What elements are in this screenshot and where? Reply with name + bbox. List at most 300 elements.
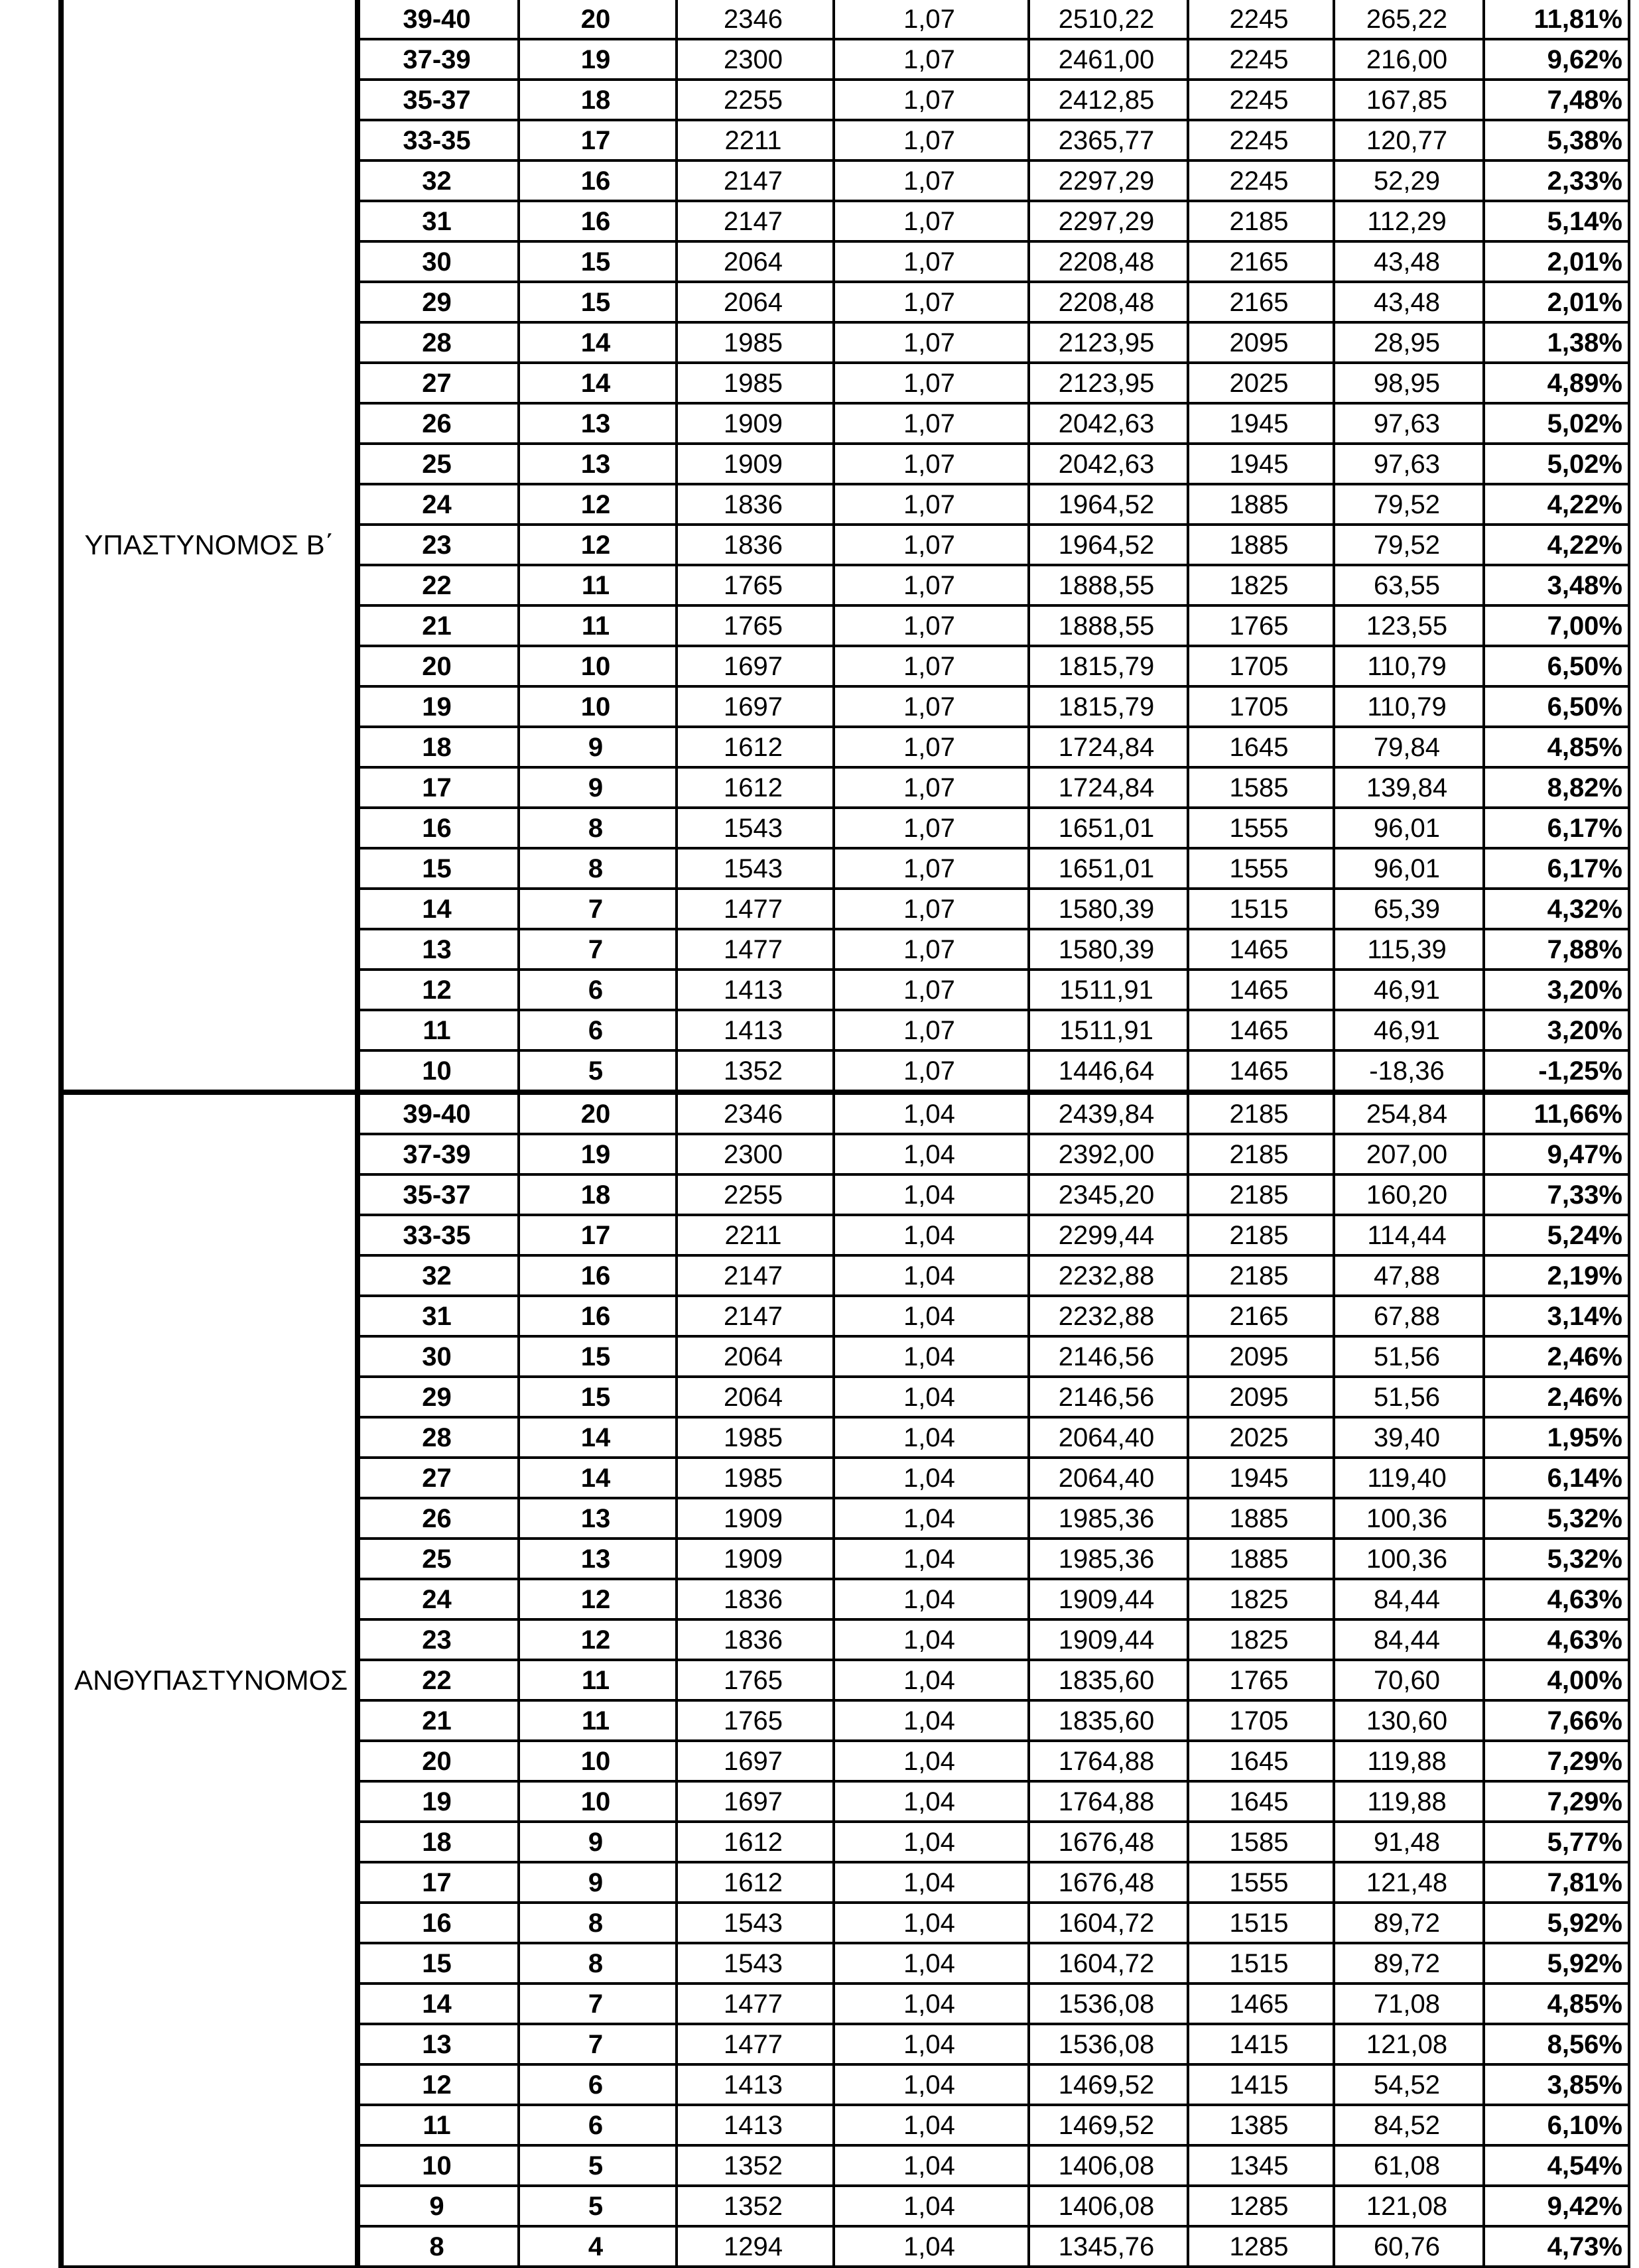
- cell-service-years: 33-35: [358, 120, 519, 160]
- cell-step: 8: [519, 1943, 677, 1984]
- cell-coefficient: 1,04: [834, 1943, 1029, 1984]
- cell-current-salary: 2165: [1188, 1296, 1334, 1336]
- cell-adjusted-salary: 1604,72: [1029, 1943, 1188, 1984]
- cell-adjusted-salary: 2232,88: [1029, 1255, 1188, 1296]
- cell-service-years: 17: [358, 1862, 519, 1903]
- cell-coefficient: 1,07: [834, 241, 1029, 282]
- cell-difference: 100,36: [1334, 1498, 1484, 1539]
- cell-adjusted-salary: 2123,95: [1029, 363, 1188, 403]
- cell-adjusted-salary: 2146,56: [1029, 1377, 1188, 1417]
- cell-service-years: 35-37: [358, 1174, 519, 1215]
- cell-difference: 65,39: [1334, 889, 1484, 929]
- cell-adjusted-salary: 2461,00: [1029, 39, 1188, 80]
- cell-service-years: 32: [358, 160, 519, 201]
- cell-current-salary: 2185: [1188, 201, 1334, 241]
- cell-current-salary: 1945: [1188, 403, 1334, 444]
- cell-coefficient: 1,07: [834, 929, 1029, 970]
- cell-difference: 46,91: [1334, 970, 1484, 1010]
- cell-percent-change: 5,24%: [1484, 1215, 1629, 1255]
- cell-step: 15: [519, 1377, 677, 1417]
- cell-difference: 120,77: [1334, 120, 1484, 160]
- cell-difference: 207,00: [1334, 1134, 1484, 1174]
- cell-difference: 110,79: [1334, 646, 1484, 686]
- cell-step: 11: [519, 605, 677, 646]
- cell-base-salary: 1477: [677, 929, 834, 970]
- cell-percent-change: 2,01%: [1484, 241, 1629, 282]
- cell-step: 11: [519, 1660, 677, 1700]
- cell-percent-change: 3,20%: [1484, 970, 1629, 1010]
- cell-percent-change: 7,33%: [1484, 1174, 1629, 1215]
- cell-coefficient: 1,07: [834, 767, 1029, 808]
- cell-difference: 39,40: [1334, 1417, 1484, 1458]
- cell-difference: 67,88: [1334, 1296, 1484, 1336]
- cell-adjusted-salary: 2297,29: [1029, 160, 1188, 201]
- cell-adjusted-salary: 1909,44: [1029, 1579, 1188, 1619]
- cell-service-years: 39-40: [358, 0, 519, 39]
- cell-step: 13: [519, 1539, 677, 1579]
- cell-difference: 79,52: [1334, 525, 1484, 565]
- cell-step: 13: [519, 403, 677, 444]
- cell-current-salary: 1705: [1188, 646, 1334, 686]
- cell-base-salary: 2147: [677, 1255, 834, 1296]
- cell-adjusted-salary: 2042,63: [1029, 444, 1188, 484]
- cell-percent-change: 2,01%: [1484, 282, 1629, 322]
- cell-service-years: 9: [358, 2186, 519, 2226]
- cell-service-years: 27: [358, 1458, 519, 1498]
- cell-difference: 51,56: [1334, 1377, 1484, 1417]
- cell-service-years: 11: [358, 2105, 519, 2145]
- cell-base-salary: 1352: [677, 1050, 834, 1092]
- cell-service-years: 10: [358, 2145, 519, 2186]
- rank-label: ΑΝΘΥΠΑΣΤΥΝΟΜΟΣ: [61, 1092, 358, 2267]
- cell-difference: 89,72: [1334, 1903, 1484, 1943]
- cell-adjusted-salary: 2042,63: [1029, 403, 1188, 444]
- cell-adjusted-salary: 2208,48: [1029, 241, 1188, 282]
- cell-percent-change: 4,85%: [1484, 727, 1629, 767]
- cell-base-salary: 1543: [677, 848, 834, 889]
- cell-current-salary: 2245: [1188, 160, 1334, 201]
- cell-coefficient: 1,04: [834, 1092, 1029, 1134]
- cell-percent-change: 5,02%: [1484, 403, 1629, 444]
- cell-coefficient: 1,07: [834, 848, 1029, 889]
- cell-coefficient: 1,04: [834, 1660, 1029, 1700]
- cell-coefficient: 1,04: [834, 1377, 1029, 1417]
- cell-adjusted-salary: 2064,40: [1029, 1417, 1188, 1458]
- cell-adjusted-salary: 1536,08: [1029, 2024, 1188, 2064]
- cell-step: 7: [519, 1984, 677, 2024]
- cell-base-salary: 1294: [677, 2226, 834, 2267]
- cell-service-years: 20: [358, 1741, 519, 1781]
- table-row: [61, 1092, 1629, 1134]
- cell-current-salary: 1515: [1188, 889, 1334, 929]
- cell-base-salary: 1985: [677, 322, 834, 363]
- cell-adjusted-salary: 1651,01: [1029, 808, 1188, 848]
- cell-adjusted-salary: 1964,52: [1029, 525, 1188, 565]
- cell-current-salary: 2025: [1188, 1417, 1334, 1458]
- cell-step: 10: [519, 646, 677, 686]
- cell-step: 14: [519, 363, 677, 403]
- cell-current-salary: 1645: [1188, 727, 1334, 767]
- cell-current-salary: 1765: [1188, 1660, 1334, 1700]
- cell-coefficient: 1,07: [834, 201, 1029, 241]
- cell-base-salary: 2211: [677, 120, 834, 160]
- cell-service-years: 31: [358, 201, 519, 241]
- cell-service-years: 10: [358, 1050, 519, 1092]
- cell-current-salary: 1465: [1188, 1010, 1334, 1050]
- cell-percent-change: 8,56%: [1484, 2024, 1629, 2064]
- cell-difference: 160,20: [1334, 1174, 1484, 1215]
- cell-percent-change: 11,81%: [1484, 0, 1629, 39]
- cell-service-years: 12: [358, 970, 519, 1010]
- cell-difference: 130,60: [1334, 1700, 1484, 1741]
- cell-adjusted-salary: 1888,55: [1029, 565, 1188, 605]
- cell-percent-change: 7,29%: [1484, 1741, 1629, 1781]
- cell-current-salary: 1705: [1188, 686, 1334, 727]
- cell-difference: 43,48: [1334, 282, 1484, 322]
- cell-base-salary: 1697: [677, 686, 834, 727]
- cell-percent-change: 7,29%: [1484, 1781, 1629, 1822]
- cell-difference: 112,29: [1334, 201, 1484, 241]
- cell-base-salary: 1612: [677, 767, 834, 808]
- cell-adjusted-salary: 2345,20: [1029, 1174, 1188, 1215]
- cell-step: 9: [519, 1862, 677, 1903]
- cell-current-salary: 1285: [1188, 2226, 1334, 2267]
- cell-percent-change: 5,92%: [1484, 1903, 1629, 1943]
- cell-base-salary: 1697: [677, 646, 834, 686]
- cell-difference: 46,91: [1334, 1010, 1484, 1050]
- cell-current-salary: 1645: [1188, 1781, 1334, 1822]
- cell-percent-change: 6,17%: [1484, 848, 1629, 889]
- cell-difference: 52,29: [1334, 160, 1484, 201]
- cell-base-salary: 1836: [677, 1579, 834, 1619]
- cell-step: 20: [519, 0, 677, 39]
- cell-percent-change: 9,42%: [1484, 2186, 1629, 2226]
- cell-difference: 254,84: [1334, 1092, 1484, 1134]
- cell-adjusted-salary: 1676,48: [1029, 1822, 1188, 1862]
- cell-coefficient: 1,04: [834, 1781, 1029, 1822]
- cell-current-salary: 1645: [1188, 1741, 1334, 1781]
- cell-current-salary: 1555: [1188, 1862, 1334, 1903]
- cell-current-salary: 2025: [1188, 363, 1334, 403]
- cell-service-years: 20: [358, 646, 519, 686]
- cell-base-salary: 1909: [677, 403, 834, 444]
- cell-difference: 119,88: [1334, 1781, 1484, 1822]
- cell-service-years: 19: [358, 686, 519, 727]
- cell-percent-change: 6,10%: [1484, 2105, 1629, 2145]
- cell-adjusted-salary: 1815,79: [1029, 686, 1188, 727]
- cell-percent-change: 2,33%: [1484, 160, 1629, 201]
- cell-base-salary: 1413: [677, 2105, 834, 2145]
- cell-step: 17: [519, 120, 677, 160]
- cell-coefficient: 1,07: [834, 605, 1029, 646]
- cell-current-salary: 2245: [1188, 120, 1334, 160]
- cell-base-salary: 2064: [677, 241, 834, 282]
- cell-coefficient: 1,07: [834, 0, 1029, 39]
- cell-difference: 216,00: [1334, 39, 1484, 80]
- cell-step: 19: [519, 39, 677, 80]
- cell-adjusted-salary: 1724,84: [1029, 727, 1188, 767]
- cell-adjusted-salary: 2392,00: [1029, 1134, 1188, 1174]
- cell-service-years: 14: [358, 889, 519, 929]
- cell-coefficient: 1,04: [834, 1255, 1029, 1296]
- cell-coefficient: 1,07: [834, 39, 1029, 80]
- cell-base-salary: 2255: [677, 1174, 834, 1215]
- cell-step: 7: [519, 929, 677, 970]
- cell-service-years: 35-37: [358, 80, 519, 120]
- cell-base-salary: 1413: [677, 1010, 834, 1050]
- cell-base-salary: 1836: [677, 484, 834, 525]
- cell-step: 4: [519, 2226, 677, 2267]
- cell-difference: 47,88: [1334, 1255, 1484, 1296]
- cell-service-years: 25: [358, 1539, 519, 1579]
- cell-percent-change: 4,63%: [1484, 1619, 1629, 1660]
- cell-coefficient: 1,04: [834, 1741, 1029, 1781]
- cell-difference: 139,84: [1334, 767, 1484, 808]
- cell-current-salary: 1945: [1188, 1458, 1334, 1498]
- cell-base-salary: 1543: [677, 808, 834, 848]
- cell-service-years: 30: [358, 241, 519, 282]
- cell-base-salary: 1836: [677, 525, 834, 565]
- cell-step: 18: [519, 1174, 677, 1215]
- cell-service-years: 18: [358, 1822, 519, 1862]
- cell-coefficient: 1,07: [834, 565, 1029, 605]
- cell-adjusted-salary: 1764,88: [1029, 1741, 1188, 1781]
- cell-difference: 63,55: [1334, 565, 1484, 605]
- cell-service-years: 32: [358, 1255, 519, 1296]
- cell-current-salary: 2245: [1188, 80, 1334, 120]
- cell-step: 9: [519, 1822, 677, 1862]
- cell-service-years: 19: [358, 1781, 519, 1822]
- cell-current-salary: 2185: [1188, 1092, 1334, 1134]
- cell-service-years: 16: [358, 808, 519, 848]
- cell-step: 18: [519, 80, 677, 120]
- cell-base-salary: 2255: [677, 80, 834, 120]
- cell-adjusted-salary: 2439,84: [1029, 1092, 1188, 1134]
- cell-service-years: 31: [358, 1296, 519, 1336]
- salary-table: [58, 0, 1630, 2268]
- cell-base-salary: 2064: [677, 282, 834, 322]
- cell-adjusted-salary: 1888,55: [1029, 605, 1188, 646]
- cell-difference: 79,84: [1334, 727, 1484, 767]
- cell-base-salary: 2064: [677, 1377, 834, 1417]
- cell-base-salary: 1836: [677, 1619, 834, 1660]
- table-row: [61, 0, 1629, 39]
- cell-adjusted-salary: 2299,44: [1029, 1215, 1188, 1255]
- cell-adjusted-salary: 1909,44: [1029, 1619, 1188, 1660]
- cell-step: 11: [519, 565, 677, 605]
- cell-difference: 121,48: [1334, 1862, 1484, 1903]
- cell-step: 14: [519, 1417, 677, 1458]
- cell-difference: 51,56: [1334, 1336, 1484, 1377]
- cell-difference: -18,36: [1334, 1050, 1484, 1092]
- cell-current-salary: 1415: [1188, 2064, 1334, 2105]
- cell-difference: 89,72: [1334, 1943, 1484, 1984]
- cell-coefficient: 1,04: [834, 1417, 1029, 1458]
- cell-difference: 115,39: [1334, 929, 1484, 970]
- cell-percent-change: 5,14%: [1484, 201, 1629, 241]
- cell-difference: 84,52: [1334, 2105, 1484, 2145]
- cell-adjusted-salary: 1764,88: [1029, 1781, 1188, 1822]
- cell-base-salary: 2064: [677, 1336, 834, 1377]
- cell-base-salary: 1543: [677, 1903, 834, 1943]
- cell-adjusted-salary: 1985,36: [1029, 1498, 1188, 1539]
- cell-base-salary: 1413: [677, 2064, 834, 2105]
- cell-coefficient: 1,04: [834, 1984, 1029, 2024]
- cell-coefficient: 1,04: [834, 2226, 1029, 2267]
- cell-current-salary: 1465: [1188, 929, 1334, 970]
- cell-difference: 79,52: [1334, 484, 1484, 525]
- cell-difference: 97,63: [1334, 403, 1484, 444]
- cell-service-years: 15: [358, 1943, 519, 1984]
- cell-percent-change: 7,88%: [1484, 929, 1629, 970]
- cell-step: 16: [519, 201, 677, 241]
- cell-difference: 43,48: [1334, 241, 1484, 282]
- cell-percent-change: 7,48%: [1484, 80, 1629, 120]
- cell-base-salary: 1765: [677, 605, 834, 646]
- cell-step: 16: [519, 1296, 677, 1336]
- cell-percent-change: 2,19%: [1484, 1255, 1629, 1296]
- cell-service-years: 13: [358, 929, 519, 970]
- cell-percent-change: 1,95%: [1484, 1417, 1629, 1458]
- cell-base-salary: 2147: [677, 160, 834, 201]
- cell-current-salary: 2245: [1188, 39, 1334, 80]
- cell-difference: 60,76: [1334, 2226, 1484, 2267]
- cell-percent-change: 4,54%: [1484, 2145, 1629, 2186]
- cell-adjusted-salary: 1345,76: [1029, 2226, 1188, 2267]
- cell-step: 8: [519, 1903, 677, 1943]
- cell-service-years: 23: [358, 525, 519, 565]
- cell-current-salary: 1285: [1188, 2186, 1334, 2226]
- salary-table-sheet: [58, 0, 1626, 2261]
- cell-current-salary: 1885: [1188, 525, 1334, 565]
- cell-coefficient: 1,07: [834, 525, 1029, 565]
- cell-coefficient: 1,04: [834, 2024, 1029, 2064]
- cell-difference: 110,79: [1334, 686, 1484, 727]
- cell-current-salary: 1885: [1188, 1539, 1334, 1579]
- cell-base-salary: 2211: [677, 1215, 834, 1255]
- cell-percent-change: 4,32%: [1484, 889, 1629, 929]
- cell-difference: 121,08: [1334, 2024, 1484, 2064]
- cell-service-years: 28: [358, 322, 519, 363]
- cell-base-salary: 1909: [677, 1539, 834, 1579]
- cell-percent-change: 3,14%: [1484, 1296, 1629, 1336]
- cell-adjusted-salary: 1511,91: [1029, 1010, 1188, 1050]
- cell-coefficient: 1,04: [834, 2064, 1029, 2105]
- cell-base-salary: 2147: [677, 201, 834, 241]
- cell-service-years: 22: [358, 565, 519, 605]
- cell-current-salary: 1465: [1188, 1050, 1334, 1092]
- cell-current-salary: 1585: [1188, 767, 1334, 808]
- cell-base-salary: 1352: [677, 2145, 834, 2186]
- cell-service-years: 37-39: [358, 39, 519, 80]
- cell-difference: 84,44: [1334, 1619, 1484, 1660]
- cell-base-salary: 1697: [677, 1741, 834, 1781]
- cell-percent-change: 5,92%: [1484, 1943, 1629, 1984]
- cell-current-salary: 1415: [1188, 2024, 1334, 2064]
- cell-coefficient: 1,07: [834, 160, 1029, 201]
- cell-base-salary: 1477: [677, 1984, 834, 2024]
- cell-adjusted-salary: 2365,77: [1029, 120, 1188, 160]
- cell-difference: 123,55: [1334, 605, 1484, 646]
- rank-label: ΥΠΑΣΤΥΝΟΜΟΣ Β΄: [61, 0, 358, 1092]
- cell-coefficient: 1,07: [834, 1010, 1029, 1050]
- cell-difference: 119,40: [1334, 1458, 1484, 1498]
- cell-adjusted-salary: 1469,52: [1029, 2105, 1188, 2145]
- cell-step: 9: [519, 767, 677, 808]
- cell-difference: 84,44: [1334, 1579, 1484, 1619]
- cell-coefficient: 1,07: [834, 646, 1029, 686]
- cell-step: 19: [519, 1134, 677, 1174]
- cell-step: 16: [519, 160, 677, 201]
- cell-coefficient: 1,07: [834, 444, 1029, 484]
- cell-base-salary: 1612: [677, 1822, 834, 1862]
- cell-difference: 28,95: [1334, 322, 1484, 363]
- cell-percent-change: 6,50%: [1484, 686, 1629, 727]
- cell-percent-change: 5,32%: [1484, 1498, 1629, 1539]
- cell-current-salary: 1825: [1188, 565, 1334, 605]
- cell-adjusted-salary: 1406,08: [1029, 2186, 1188, 2226]
- cell-service-years: 21: [358, 1700, 519, 1741]
- cell-percent-change: 3,48%: [1484, 565, 1629, 605]
- cell-current-salary: 1885: [1188, 484, 1334, 525]
- cell-current-salary: 2245: [1188, 0, 1334, 39]
- cell-coefficient: 1,04: [834, 1134, 1029, 1174]
- cell-service-years: 30: [358, 1336, 519, 1377]
- cell-adjusted-salary: 2510,22: [1029, 0, 1188, 39]
- cell-adjusted-salary: 1446,64: [1029, 1050, 1188, 1092]
- cell-service-years: 16: [358, 1903, 519, 1943]
- cell-service-years: 24: [358, 484, 519, 525]
- cell-step: 6: [519, 970, 677, 1010]
- cell-coefficient: 1,07: [834, 363, 1029, 403]
- cell-step: 7: [519, 2024, 677, 2064]
- cell-coefficient: 1,04: [834, 1458, 1029, 1498]
- cell-difference: 167,85: [1334, 80, 1484, 120]
- cell-base-salary: 1765: [677, 565, 834, 605]
- cell-percent-change: 6,17%: [1484, 808, 1629, 848]
- cell-percent-change: 6,14%: [1484, 1458, 1629, 1498]
- cell-base-salary: 1612: [677, 1862, 834, 1903]
- cell-base-salary: 2147: [677, 1296, 834, 1336]
- cell-base-salary: 1477: [677, 2024, 834, 2064]
- cell-service-years: 22: [358, 1660, 519, 1700]
- cell-step: 12: [519, 1579, 677, 1619]
- cell-coefficient: 1,04: [834, 1215, 1029, 1255]
- cell-adjusted-salary: 1835,60: [1029, 1700, 1188, 1741]
- cell-service-years: 23: [358, 1619, 519, 1660]
- cell-difference: 265,22: [1334, 0, 1484, 39]
- cell-adjusted-salary: 1604,72: [1029, 1903, 1188, 1943]
- cell-step: 13: [519, 444, 677, 484]
- cell-adjusted-salary: 1406,08: [1029, 2145, 1188, 2186]
- cell-percent-change: 4,85%: [1484, 1984, 1629, 2024]
- cell-current-salary: 1465: [1188, 970, 1334, 1010]
- cell-coefficient: 1,07: [834, 727, 1029, 767]
- cell-step: 16: [519, 1255, 677, 1296]
- cell-coefficient: 1,07: [834, 1050, 1029, 1092]
- cell-percent-change: 2,46%: [1484, 1377, 1629, 1417]
- cell-step: 13: [519, 1498, 677, 1539]
- cell-coefficient: 1,04: [834, 1296, 1029, 1336]
- cell-percent-change: -1,25%: [1484, 1050, 1629, 1092]
- cell-service-years: 18: [358, 727, 519, 767]
- cell-adjusted-salary: 2146,56: [1029, 1336, 1188, 1377]
- cell-step: 14: [519, 322, 677, 363]
- cell-percent-change: 7,81%: [1484, 1862, 1629, 1903]
- cell-step: 15: [519, 282, 677, 322]
- cell-current-salary: 2185: [1188, 1174, 1334, 1215]
- cell-step: 7: [519, 889, 677, 929]
